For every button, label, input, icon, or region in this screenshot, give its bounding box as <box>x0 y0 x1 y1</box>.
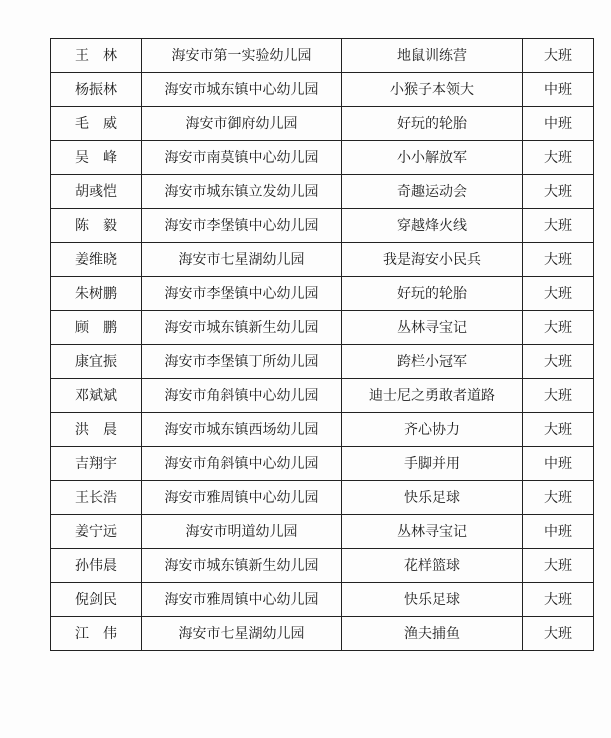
activity-title-cell: 我是海安小民兵 <box>342 243 523 277</box>
teacher-name-cell: 江 伟 <box>51 617 142 651</box>
table-row <box>51 175 594 209</box>
table-row <box>51 107 594 141</box>
kindergarten-cell: 海安市李堡镇中心幼儿园 <box>142 277 342 311</box>
activity-title-cell: 丛林寻宝记 <box>342 515 523 549</box>
teacher-name-cell: 倪剑民 <box>51 583 142 617</box>
kindergarten-cell: 海安市角斜镇中心幼儿园 <box>142 379 342 413</box>
kindergarten-cell: 海安市雅周镇中心幼儿园 <box>142 583 342 617</box>
kindergarten-cell: 海安市南莫镇中心幼儿园 <box>142 141 342 175</box>
activity-title-cell: 穿越烽火线 <box>342 209 523 243</box>
table-row <box>51 379 594 413</box>
activity-title-cell: 齐心协力 <box>342 413 523 447</box>
kindergarten-cell: 海安市雅周镇中心幼儿园 <box>142 481 342 515</box>
table-row <box>51 481 594 515</box>
kindergarten-cell: 海安市李堡镇丁所幼儿园 <box>142 345 342 379</box>
teacher-name-cell: 孙伟晨 <box>51 549 142 583</box>
activity-title-cell: 渔夫捕鱼 <box>342 617 523 651</box>
class-level-cell: 大班 <box>523 39 594 73</box>
class-level-cell: 中班 <box>523 73 594 107</box>
class-level-cell: 大班 <box>523 175 594 209</box>
teacher-name-cell: 姜宁远 <box>51 515 142 549</box>
table-row <box>51 549 594 583</box>
teacher-name-cell: 洪 晨 <box>51 413 142 447</box>
teacher-name-cell: 朱树鹏 <box>51 277 142 311</box>
table-row <box>51 413 594 447</box>
teacher-name-cell: 康宜振 <box>51 345 142 379</box>
activity-title-cell: 快乐足球 <box>342 583 523 617</box>
teacher-name-cell: 姜维晓 <box>51 243 142 277</box>
teacher-name-cell: 杨振林 <box>51 73 142 107</box>
table-row <box>51 39 594 73</box>
kindergarten-cell: 海安市城东镇立发幼儿园 <box>142 175 342 209</box>
activity-title-cell: 跨栏小冠军 <box>342 345 523 379</box>
table-row <box>51 277 594 311</box>
kindergarten-cell: 海安市城东镇西场幼儿园 <box>142 413 342 447</box>
kindergarten-cell: 海安市明道幼儿园 <box>142 515 342 549</box>
class-level-cell: 大班 <box>523 209 594 243</box>
class-level-cell: 大班 <box>523 345 594 379</box>
activity-title-cell: 花样篮球 <box>342 549 523 583</box>
class-level-cell: 大班 <box>523 413 594 447</box>
activity-title-cell: 好玩的轮胎 <box>342 277 523 311</box>
teacher-name-cell: 吴 峰 <box>51 141 142 175</box>
class-level-cell: 大班 <box>523 243 594 277</box>
activity-title-cell: 迪士尼之勇敢者道路 <box>342 379 523 413</box>
activity-title-cell: 快乐足球 <box>342 481 523 515</box>
teacher-name-cell: 王 林 <box>51 39 142 73</box>
kindergarten-cell: 海安市城东镇新生幼儿园 <box>142 549 342 583</box>
table-row <box>51 73 594 107</box>
kindergarten-cell: 海安市城东镇中心幼儿园 <box>142 73 342 107</box>
activity-title-cell: 好玩的轮胎 <box>342 107 523 141</box>
teacher-name-cell: 吉翔宇 <box>51 447 142 481</box>
roster-table-body <box>51 39 594 651</box>
kindergarten-cell: 海安市城东镇新生幼儿园 <box>142 311 342 345</box>
kindergarten-cell: 海安市七星湖幼儿园 <box>142 243 342 277</box>
teacher-name-cell: 邓斌斌 <box>51 379 142 413</box>
teacher-name-cell: 毛 威 <box>51 107 142 141</box>
class-level-cell: 大班 <box>523 549 594 583</box>
class-level-cell: 大班 <box>523 617 594 651</box>
activity-title-cell: 地鼠训练营 <box>342 39 523 73</box>
table-row <box>51 617 594 651</box>
table-row <box>51 209 594 243</box>
class-level-cell: 中班 <box>523 447 594 481</box>
activity-title-cell: 丛林寻宝记 <box>342 311 523 345</box>
teacher-name-cell: 顾 鹏 <box>51 311 142 345</box>
class-level-cell: 大班 <box>523 311 594 345</box>
class-level-cell: 大班 <box>523 583 594 617</box>
kindergarten-cell: 海安市第一实验幼儿园 <box>142 39 342 73</box>
class-level-cell: 中班 <box>523 107 594 141</box>
table-row <box>51 141 594 175</box>
table-row <box>51 311 594 345</box>
activity-title-cell: 小猴子本领大 <box>342 73 523 107</box>
teacher-name-cell: 胡彧恺 <box>51 175 142 209</box>
class-level-cell: 大班 <box>523 379 594 413</box>
kindergarten-cell: 海安市李堡镇中心幼儿园 <box>142 209 342 243</box>
teacher-name-cell: 陈 毅 <box>51 209 142 243</box>
activity-title-cell: 奇趣运动会 <box>342 175 523 209</box>
teacher-name-cell: 王长浩 <box>51 481 142 515</box>
kindergarten-cell: 海安市御府幼儿园 <box>142 107 342 141</box>
activity-title-cell: 小小解放军 <box>342 141 523 175</box>
class-level-cell: 大班 <box>523 277 594 311</box>
table-row <box>51 447 594 481</box>
table-row <box>51 243 594 277</box>
table-row <box>51 583 594 617</box>
class-level-cell: 大班 <box>523 481 594 515</box>
table-row <box>51 515 594 549</box>
kindergarten-cell: 海安市角斜镇中心幼儿园 <box>142 447 342 481</box>
table-row <box>51 345 594 379</box>
class-level-cell: 中班 <box>523 515 594 549</box>
class-level-cell: 大班 <box>523 141 594 175</box>
kindergarten-cell: 海安市七星湖幼儿园 <box>142 617 342 651</box>
activity-title-cell: 手脚并用 <box>342 447 523 481</box>
roster-table <box>50 38 594 651</box>
